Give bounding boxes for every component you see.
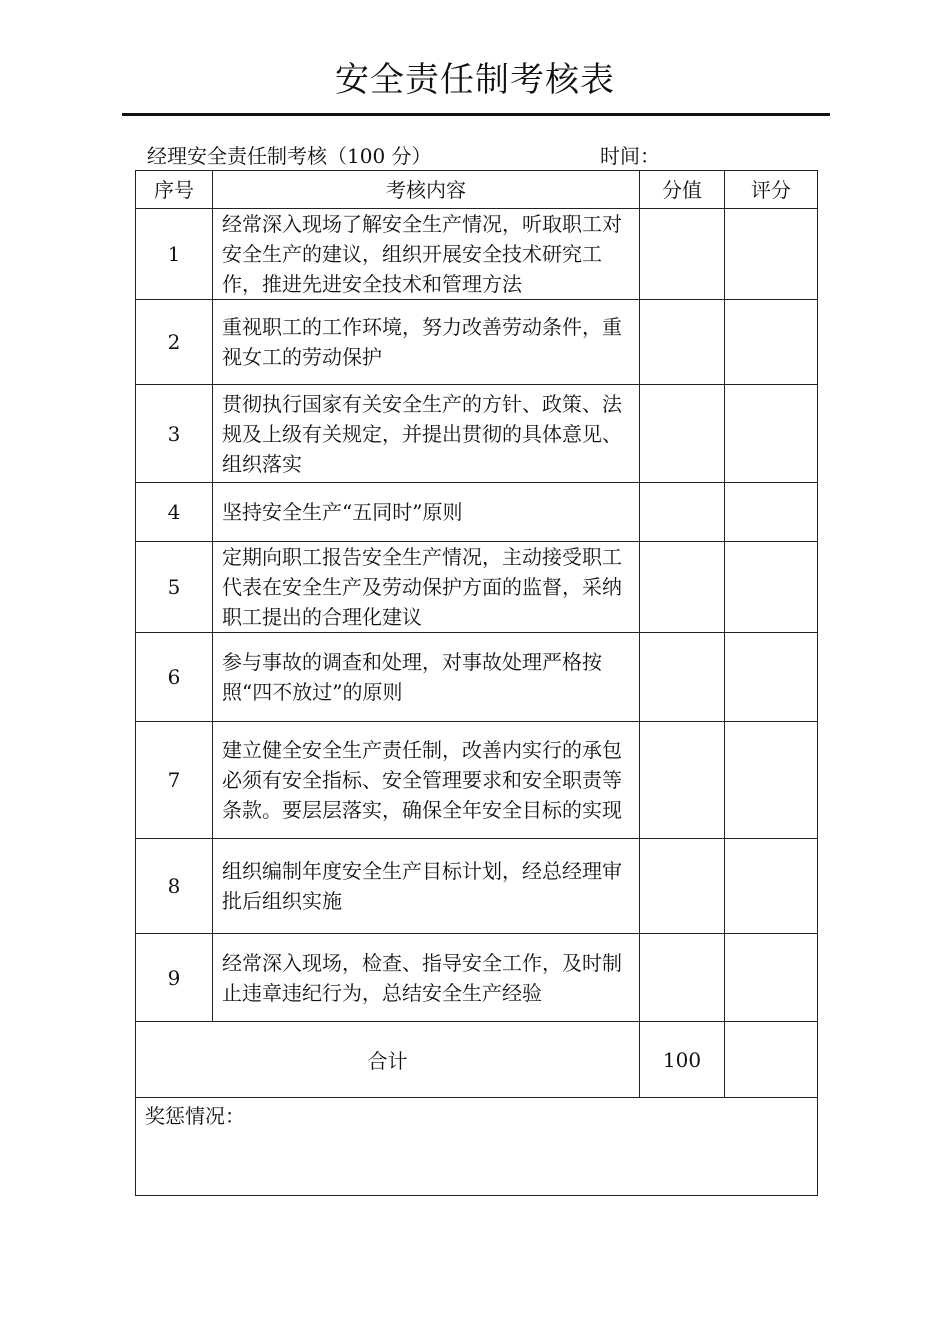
header-no: 序号 — [136, 171, 213, 209]
row-content: 经常深入现场，检查、指导安全工作，及时制止违章违纪行为，总结安全生产经验 — [213, 934, 640, 1022]
reward-section[interactable] — [136, 1098, 818, 1196]
time-label: 时间： — [600, 144, 660, 168]
total-row — [136, 1022, 818, 1098]
value-cell[interactable] — [640, 209, 725, 300]
score-cell[interactable] — [725, 385, 818, 483]
document-subtitle: 经理安全责任制考核（100 分） — [147, 144, 432, 168]
value-cell[interactable] — [640, 385, 725, 483]
score-cell[interactable] — [725, 934, 818, 1022]
row-content: 参与事故的调查和处理，对事故处理严格按照“四不放过”的原则 — [213, 633, 640, 722]
row-number: 7 — [136, 722, 213, 839]
row-content: 坚持安全生产“五同时”原则 — [213, 483, 640, 542]
score-cell[interactable] — [725, 839, 818, 934]
total-value: 100 — [640, 1022, 725, 1098]
table-row — [136, 300, 818, 385]
header-score: 评分 — [725, 171, 818, 209]
row-number: 1 — [136, 209, 213, 300]
row-number: 4 — [136, 483, 213, 542]
row-content: 组织编制年度安全生产目标计划，经总经理审批后组织实施 — [213, 839, 640, 934]
title-rule — [122, 113, 830, 116]
assessment-table — [135, 170, 818, 1196]
table-row — [136, 209, 818, 300]
row-content: 经常深入现场了解安全生产情况，听取职工对安全生产的建议，组织开展安全技术研究工作，推进先进安全技术和管理方法 — [213, 209, 640, 300]
row-number: 3 — [136, 385, 213, 483]
score-cell[interactable] — [725, 209, 818, 300]
row-content: 重视职工的工作环境，努力改善劳动条件，重视女工的劳动保护 — [213, 300, 640, 385]
value-cell[interactable] — [640, 633, 725, 722]
value-cell[interactable] — [640, 300, 725, 385]
score-cell[interactable] — [725, 300, 818, 385]
table-row — [136, 934, 818, 1022]
score-cell[interactable] — [725, 722, 818, 839]
value-cell[interactable] — [640, 542, 725, 633]
row-content: 定期向职工报告安全生产情况，主动接受职工代表在安全生产及劳动保护方面的监督，采纳职工提出的合理化建议 — [213, 542, 640, 633]
value-cell[interactable] — [640, 483, 725, 542]
row-number: 2 — [136, 300, 213, 385]
header-content: 考核内容 — [213, 171, 640, 209]
table-row — [136, 722, 818, 839]
reward-row — [136, 1098, 818, 1196]
header-value: 分值 — [640, 171, 725, 209]
total-score-cell[interactable] — [725, 1022, 818, 1098]
score-cell[interactable] — [725, 483, 818, 542]
score-cell[interactable] — [725, 542, 818, 633]
score-cell[interactable] — [725, 633, 818, 722]
value-cell[interactable] — [640, 934, 725, 1022]
table-row — [136, 839, 818, 934]
row-number: 6 — [136, 633, 213, 722]
row-number: 5 — [136, 542, 213, 633]
document-title: 安全责任制考核表 — [335, 60, 615, 100]
table-row — [136, 385, 818, 483]
table-row — [136, 633, 818, 722]
row-number: 9 — [136, 934, 213, 1022]
total-label: 合计 — [136, 1022, 640, 1098]
reward-label: 奖惩情况： — [145, 1104, 245, 1128]
table-row — [136, 542, 818, 633]
value-cell[interactable] — [640, 722, 725, 839]
table-row — [136, 483, 818, 542]
header-row — [136, 171, 818, 209]
row-number: 8 — [136, 839, 213, 934]
value-cell[interactable] — [640, 839, 725, 934]
row-content: 建立健全安全生产责任制，改善内实行的承包必须有安全指标、安全管理要求和安全职责等条款。要层层落实，确保全年安全目标的实现 — [213, 722, 640, 839]
row-content: 贯彻执行国家有关安全生产的方针、政策、法规及上级有关规定，并提出贯彻的具体意见、组织落实 — [213, 385, 640, 483]
